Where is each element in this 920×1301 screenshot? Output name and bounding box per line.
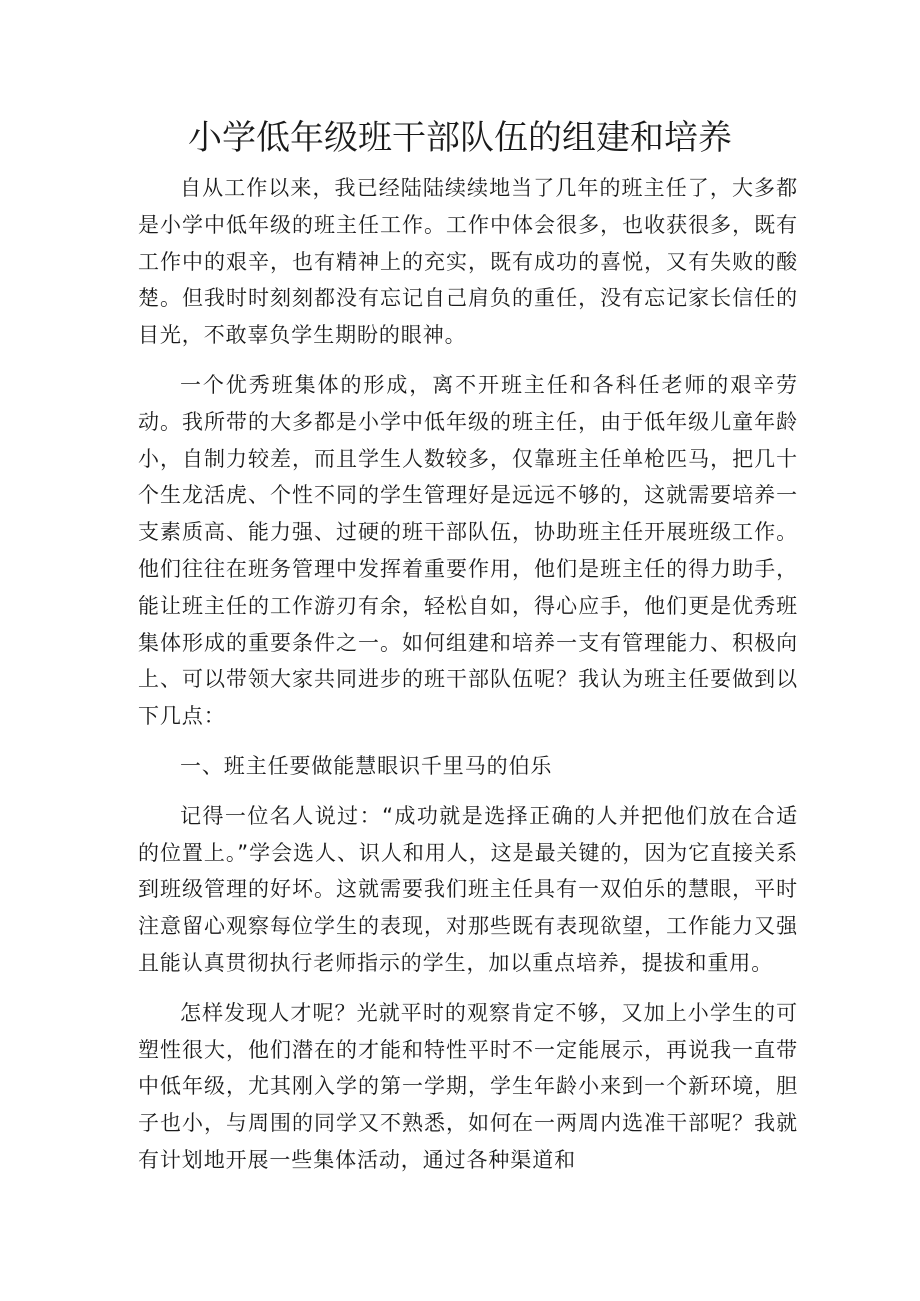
paragraph-discover-talent: 怎样发现人才呢？光就平时的观察肯定不够，又加上小学生的可塑性很大，他们潜在的才能和特性平时不一定能展示，再说我一直带中低年级，尤其刚入学的第一学期，学生年龄小来到一个新环境，胆子也小，与周围的同学又不熟悉，如何在一两周内选准干部呢？我就有计划地开展一些集体活动，通过各种渠道和 xyxy=(138,1000,798,1172)
paragraph-select-people: 记得一位名人说过：“成功就是选择正确的人并把他们放在合适的位置上。”学会选人、识人和用人，这是最关键的，因为它直接关系到班级管理的好坏。这就需要我们班主任具有一双伯乐的慧眼，平时注意留心观察每位学生的表现，对那些既有表现欲望，工作能力又强且能认真贯彻执行老师指示的学生，加以重点培养，提拔和重用。 xyxy=(138,803,798,975)
section-heading-1: 一、班主任要做能慧眼识千里马的伯乐 xyxy=(180,753,553,778)
paragraph-class-collective: 一个优秀班集体的形成，离不开班主任和各科任老师的艰辛劳动。我所带的大多都是小学中低年级的班主任，由于低年级儿童年龄小，自制力较差，而且学生人数较多，仅靠班主任单枪匹马，把几十个生龙活虎、个性不同的学生管理好是远远不够的，这就需要培养一支素质高、能力强、过硬的班干部队伍，协助班主任开展班级工作。他们往往在班务管理中发挥着重要作用，他们是班主任的得力助手，能让班主任的工作游刃有余，轻松自如，得心应手，他们更是优秀班集体形成的重要条件之一。如何组建和培养一支有管理能力、积极向上、可以带领大家共同进步的班干部队伍呢？我认为班主任要做到以下几点： xyxy=(138,372,798,729)
paragraph-intro: 自从工作以来，我已经陆陆续续地当了几年的班主任了，大多都是小学中低年级的班主任工作。工作中体会很多，也收获很多，既有工作中的艰辛，也有精神上的充实，既有成功的喜悦，又有失败的酸楚。但我时时刻刻都没有忘记自己肩负的重任，没有忘记家长信任的目光，不敢辜负学生期盼的眼神。 xyxy=(138,176,798,348)
document-body xyxy=(138,170,798,1192)
document-title: 小学低年级班干部队伍的组建和培养 xyxy=(188,118,732,158)
